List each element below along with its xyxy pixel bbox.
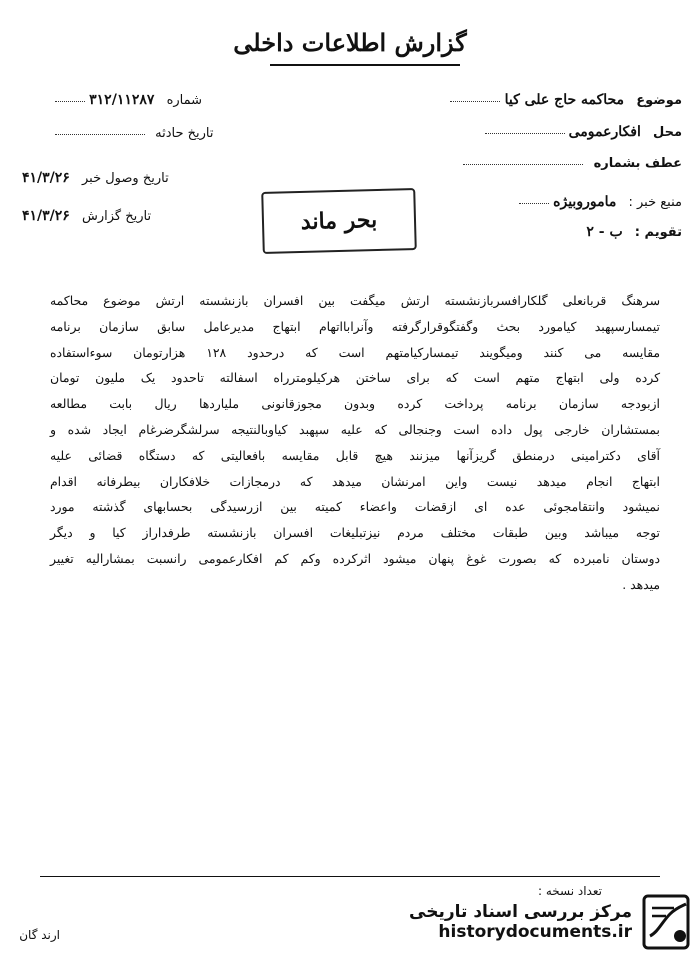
incident-date-dots [55, 133, 145, 135]
subject-field [450, 92, 682, 108]
source-label: منبع خبر : [628, 195, 682, 210]
distribution-label: ارند گان [19, 928, 60, 942]
body-line: کرده ولی ابتهاج متهم است که برای ساختن هرکیلومترراه اسفالته تاحدود یک ملیون تومان [50, 370, 660, 386]
report-date-value: ۴۱/۳/۲۶ [22, 208, 70, 224]
body-line: آقای دکترامینی درمنطق گریزآنها میزنند هیچ قابل مقایسه بافعالیتی که دستگاه قضائی علیه [50, 447, 660, 463]
source-dots [519, 202, 549, 204]
body-line: تیمسارسپهبد کیامورد بحث وگفتگوقرارگرفته وآنرابااتهام ابتهاج مدیرعامل سابق سازمان برنامه [50, 318, 660, 334]
incident-date-label: تاریخ حادثه [155, 126, 214, 141]
place-value: افکارعمومی [568, 124, 641, 140]
body-line: سرهنگ قربانعلی گلکارافسربازنشسته ارتش میگفت بین افسران بازنشسته ارتش موضوع محاکمه [50, 293, 660, 308]
body-line: توجه میباشد وبین طبقات مختلف مردم نیزتبلیغات افسران بازنشسته طرفداراز کیا و دیگر [50, 525, 660, 541]
rating-label: تقویم : [634, 225, 682, 240]
place-label: محل [652, 125, 682, 140]
report-date-label: تاریخ گزارش [81, 209, 152, 224]
ref-label: عطف بشماره [593, 156, 682, 171]
body-line: بمستشاران خارجی پول داده است وجنجالی که علیه سپهبد کیاوبالنتیجه سرلشگرضرغام ایجاد شده و [50, 421, 660, 437]
rating-field [586, 224, 682, 240]
place-field [485, 124, 683, 140]
report-title: گزارش اطلاعات داخلی [233, 28, 467, 57]
subject-dots [450, 100, 500, 102]
number-value: ۳۱۲/۱۱۲۸۷ [89, 92, 155, 108]
subject-value: محاکمه حاج علی کیا [504, 92, 625, 108]
number-label: شماره [166, 93, 203, 108]
received-date-value: ۴۱/۳/۲۶ [22, 170, 70, 186]
number-field [55, 92, 202, 108]
subject-label: موضوع [636, 93, 682, 108]
watermark-text [409, 902, 632, 942]
copies-count-label: تعداد نسخه : [537, 884, 602, 898]
report-body [50, 288, 660, 598]
ref-field [463, 156, 682, 171]
body-line: مقایسه می کنند ومیگویند تیمسارکیامتهم است که درحدود ۱۲۸ هزارتومان سوءاستفاده [50, 344, 660, 360]
place-dots [485, 132, 565, 134]
report-date-field [22, 208, 151, 224]
source-field [519, 194, 682, 210]
source-value: ماموروبیژه [553, 194, 617, 210]
title-underline [270, 64, 460, 66]
watermark-url: historydocuments.ir [438, 922, 632, 942]
incident-date-field [55, 126, 214, 141]
body-line: دوستان نامبرده که بصورت غوغ پنهان میشود اثرکرده وکم کم افکارعمومی رانسبت بمشارالیه تغییر [50, 550, 660, 566]
number-dots [55, 100, 85, 102]
body-line: نمیشود وانتقامجوئی عده ای ازقضات واعضاء کمیته بین ازرسیدگی بحسابهای گذشته مورد [50, 499, 660, 515]
stamp-text: بحر ماند [300, 207, 378, 235]
body-line: ابتهاج انجام میدهد نیست واین امرنشان میدهد که درمجازات خلافکاران بیطرفانه اقدام [50, 473, 660, 489]
received-date-label: تاریخ وصول خبر [81, 171, 169, 186]
footer-divider [40, 876, 660, 877]
watermark-name: مرکز بررسی اسناد تاریخی [409, 902, 632, 922]
document-archive-logo-icon [640, 892, 694, 952]
ref-dots [463, 163, 583, 165]
body-line: ازبودجه سازمان برنامه پرداخت کرده وبدون مجوزقانونی ملیاردها ریال بابت مطالعه [50, 396, 660, 412]
received-date-field [22, 170, 169, 186]
body-line: میدهد . [622, 576, 660, 592]
rating-value: ب - ۲ [586, 224, 623, 240]
watermark [394, 887, 694, 957]
archive-stamp [261, 188, 417, 254]
